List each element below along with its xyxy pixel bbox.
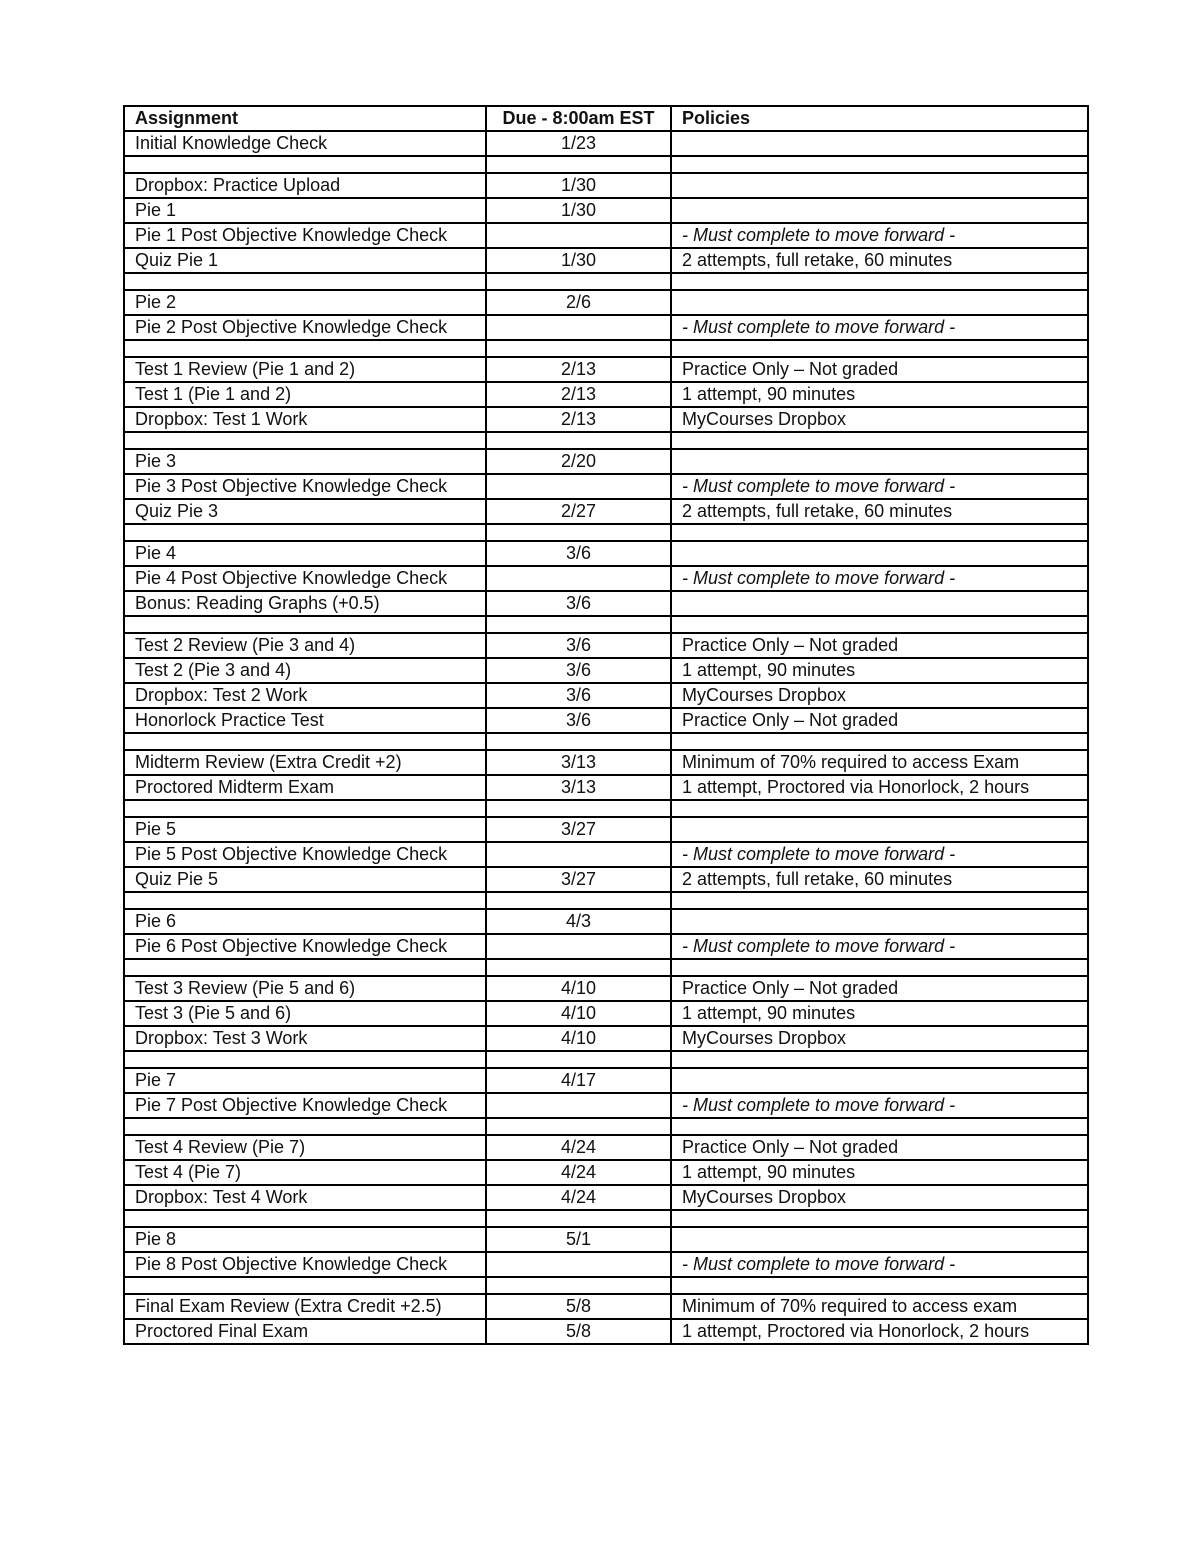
- assignment-cell: Dropbox: Test 2 Work: [124, 683, 486, 708]
- spacer-row: [124, 340, 1088, 357]
- assignment-cell: Honorlock Practice Test: [124, 708, 486, 733]
- table-row: [124, 474, 1088, 499]
- table-row: [124, 976, 1088, 1001]
- empty-cell: [486, 800, 671, 817]
- empty-cell: [124, 892, 486, 909]
- empty-cell: [671, 524, 1088, 541]
- assignment-cell: Pie 1: [124, 198, 486, 223]
- table-row: [124, 867, 1088, 892]
- due-date-cell: 5/1: [486, 1227, 671, 1252]
- due-date-cell: 4/10: [486, 976, 671, 1001]
- empty-cell: [671, 432, 1088, 449]
- table-row: [124, 248, 1088, 273]
- empty-cell: [124, 432, 486, 449]
- assignment-cell: Pie 2: [124, 290, 486, 315]
- spacer-row: [124, 892, 1088, 909]
- due-date-cell: [486, 1093, 671, 1118]
- policy-cell: [671, 290, 1088, 315]
- empty-cell: [124, 340, 486, 357]
- assignment-cell: Dropbox: Test 1 Work: [124, 407, 486, 432]
- policy-cell: Practice Only – Not graded: [671, 633, 1088, 658]
- due-date-cell: 5/8: [486, 1319, 671, 1344]
- due-date-cell: [486, 474, 671, 499]
- policy-cell: [671, 1068, 1088, 1093]
- policy-cell: [671, 198, 1088, 223]
- empty-cell: [124, 616, 486, 633]
- due-date-cell: 3/13: [486, 775, 671, 800]
- spacer-row: [124, 800, 1088, 817]
- table-row: [124, 775, 1088, 800]
- table-row: [124, 1252, 1088, 1277]
- due-date-cell: 4/3: [486, 909, 671, 934]
- spacer-row: [124, 1210, 1088, 1227]
- due-date-cell: 5/8: [486, 1294, 671, 1319]
- assignment-cell: Midterm Review (Extra Credit +2): [124, 750, 486, 775]
- empty-cell: [671, 1051, 1088, 1068]
- spacer-row: [124, 1118, 1088, 1135]
- empty-cell: [486, 1210, 671, 1227]
- due-date-cell: 4/24: [486, 1185, 671, 1210]
- due-date-cell: 4/10: [486, 1001, 671, 1026]
- empty-cell: [486, 892, 671, 909]
- policy-cell: 2 attempts, full retake, 60 minutes: [671, 867, 1088, 892]
- assignment-cell: Final Exam Review (Extra Credit +2.5): [124, 1294, 486, 1319]
- spacer-row: [124, 432, 1088, 449]
- empty-cell: [671, 892, 1088, 909]
- assignment-cell: Pie 8: [124, 1227, 486, 1252]
- due-date-cell: 2/13: [486, 407, 671, 432]
- spacer-row: [124, 959, 1088, 976]
- table-row: [124, 223, 1088, 248]
- due-date-cell: 1/30: [486, 198, 671, 223]
- due-date-cell: 4/17: [486, 1068, 671, 1093]
- table-row: [124, 909, 1088, 934]
- empty-cell: [671, 1210, 1088, 1227]
- table-row: [124, 357, 1088, 382]
- policy-cell: - Must complete to move forward -: [671, 566, 1088, 591]
- policy-cell: 1 attempt, 90 minutes: [671, 658, 1088, 683]
- empty-cell: [671, 273, 1088, 290]
- due-date-cell: 3/27: [486, 867, 671, 892]
- empty-cell: [671, 1277, 1088, 1294]
- assignment-cell: Dropbox: Practice Upload: [124, 173, 486, 198]
- table-row: [124, 750, 1088, 775]
- policy-cell: [671, 817, 1088, 842]
- policy-cell: 1 attempt, 90 minutes: [671, 382, 1088, 407]
- empty-cell: [124, 156, 486, 173]
- table-row: [124, 658, 1088, 683]
- assignment-cell: Pie 5 Post Objective Knowledge Check: [124, 842, 486, 867]
- empty-cell: [124, 733, 486, 750]
- due-date-cell: 2/27: [486, 499, 671, 524]
- empty-cell: [124, 1210, 486, 1227]
- empty-cell: [124, 959, 486, 976]
- spacer-row: [124, 524, 1088, 541]
- due-date-cell: 3/6: [486, 658, 671, 683]
- assignment-cell: Proctored Midterm Exam: [124, 775, 486, 800]
- due-date-cell: [486, 934, 671, 959]
- assignment-cell: Pie 6 Post Objective Knowledge Check: [124, 934, 486, 959]
- table-row: [124, 1093, 1088, 1118]
- assignment-cell: Pie 2 Post Objective Knowledge Check: [124, 315, 486, 340]
- empty-cell: [486, 273, 671, 290]
- policy-cell: - Must complete to move forward -: [671, 934, 1088, 959]
- empty-cell: [671, 156, 1088, 173]
- policy-cell: [671, 131, 1088, 156]
- policy-cell: Minimum of 70% required to access Exam: [671, 750, 1088, 775]
- empty-cell: [671, 616, 1088, 633]
- empty-cell: [486, 959, 671, 976]
- assignment-cell: Test 2 (Pie 3 and 4): [124, 658, 486, 683]
- policy-cell: [671, 909, 1088, 934]
- table-row: [124, 173, 1088, 198]
- empty-cell: [486, 156, 671, 173]
- assignment-cell: Pie 6: [124, 909, 486, 934]
- assignment-schedule-table: [123, 105, 1089, 1345]
- policy-cell: 2 attempts, full retake, 60 minutes: [671, 248, 1088, 273]
- policy-cell: Practice Only – Not graded: [671, 708, 1088, 733]
- table-row: [124, 1068, 1088, 1093]
- policy-cell: - Must complete to move forward -: [671, 474, 1088, 499]
- due-date-cell: 3/6: [486, 591, 671, 616]
- spacer-row: [124, 1051, 1088, 1068]
- table-row: [124, 1001, 1088, 1026]
- due-date-cell: 3/6: [486, 633, 671, 658]
- empty-cell: [124, 524, 486, 541]
- table-row: [124, 708, 1088, 733]
- assignment-cell: Test 2 Review (Pie 3 and 4): [124, 633, 486, 658]
- table-row: [124, 1160, 1088, 1185]
- policy-cell: Practice Only – Not graded: [671, 976, 1088, 1001]
- policy-cell: MyCourses Dropbox: [671, 683, 1088, 708]
- table-row: [124, 1026, 1088, 1051]
- due-date-cell: 3/27: [486, 817, 671, 842]
- empty-cell: [671, 959, 1088, 976]
- assignment-column-header: Assignment: [124, 106, 486, 131]
- due-date-cell: 4/10: [486, 1026, 671, 1051]
- assignment-cell: Test 1 Review (Pie 1 and 2): [124, 357, 486, 382]
- due-date-cell: 1/30: [486, 173, 671, 198]
- policy-cell: - Must complete to move forward -: [671, 1093, 1088, 1118]
- empty-cell: [671, 340, 1088, 357]
- table-row: [124, 1185, 1088, 1210]
- due-date-cell: [486, 566, 671, 591]
- table-row: [124, 407, 1088, 432]
- policy-cell: 1 attempt, Proctored via Honorlock, 2 hours: [671, 1319, 1088, 1344]
- schedule-document: [123, 105, 1087, 1345]
- policy-cell: 1 attempt, 90 minutes: [671, 1160, 1088, 1185]
- due-date-cell: [486, 223, 671, 248]
- spacer-row: [124, 273, 1088, 290]
- due-date-cell: 3/6: [486, 708, 671, 733]
- table-row: [124, 499, 1088, 524]
- due-date-cell: 3/13: [486, 750, 671, 775]
- table-row: [124, 591, 1088, 616]
- empty-cell: [671, 1118, 1088, 1135]
- policy-cell: [671, 449, 1088, 474]
- empty-cell: [486, 432, 671, 449]
- due-date-cell: 1/23: [486, 131, 671, 156]
- table-row: [124, 817, 1088, 842]
- policy-cell: 1 attempt, Proctored via Honorlock, 2 hours: [671, 775, 1088, 800]
- empty-cell: [671, 800, 1088, 817]
- assignment-cell: Dropbox: Test 4 Work: [124, 1185, 486, 1210]
- table-row: [124, 1294, 1088, 1319]
- policy-cell: [671, 173, 1088, 198]
- header-row: [124, 106, 1088, 131]
- due-date-cell: [486, 1252, 671, 1277]
- table-row: [124, 1227, 1088, 1252]
- policy-cell: MyCourses Dropbox: [671, 1185, 1088, 1210]
- assignment-cell: Pie 4: [124, 541, 486, 566]
- table-row: [124, 683, 1088, 708]
- assignment-cell: Test 3 (Pie 5 and 6): [124, 1001, 486, 1026]
- assignment-cell: Pie 5: [124, 817, 486, 842]
- due-date-cell: 1/30: [486, 248, 671, 273]
- assignment-cell: Pie 7 Post Objective Knowledge Check: [124, 1093, 486, 1118]
- assignment-cell: Pie 3: [124, 449, 486, 474]
- table-row: [124, 1319, 1088, 1344]
- empty-cell: [124, 800, 486, 817]
- empty-cell: [124, 1118, 486, 1135]
- assignment-cell: Quiz Pie 1: [124, 248, 486, 273]
- due-date-cell: 2/6: [486, 290, 671, 315]
- table-row: [124, 198, 1088, 223]
- table-row: [124, 315, 1088, 340]
- policy-cell: Minimum of 70% required to access exam: [671, 1294, 1088, 1319]
- due-column-header: Due - 8:00am EST: [486, 106, 671, 131]
- assignment-cell: Pie 3 Post Objective Knowledge Check: [124, 474, 486, 499]
- due-date-cell: 4/24: [486, 1135, 671, 1160]
- assignment-cell: Initial Knowledge Check: [124, 131, 486, 156]
- table-row: [124, 382, 1088, 407]
- table-row: [124, 541, 1088, 566]
- empty-cell: [486, 1277, 671, 1294]
- spacer-row: [124, 616, 1088, 633]
- due-date-cell: 2/13: [486, 382, 671, 407]
- due-date-cell: 2/13: [486, 357, 671, 382]
- assignment-cell: Test 4 Review (Pie 7): [124, 1135, 486, 1160]
- policy-cell: - Must complete to move forward -: [671, 842, 1088, 867]
- assignment-cell: Pie 7: [124, 1068, 486, 1093]
- table-row: [124, 842, 1088, 867]
- empty-cell: [486, 524, 671, 541]
- assignment-cell: Pie 1 Post Objective Knowledge Check: [124, 223, 486, 248]
- policy-cell: - Must complete to move forward -: [671, 223, 1088, 248]
- assignment-cell: Bonus: Reading Graphs (+0.5): [124, 591, 486, 616]
- table-row: [124, 290, 1088, 315]
- assignment-cell: Test 4 (Pie 7): [124, 1160, 486, 1185]
- policies-column-header: Policies: [671, 106, 1088, 131]
- table-row: [124, 934, 1088, 959]
- policy-cell: Practice Only – Not graded: [671, 357, 1088, 382]
- due-date-cell: 2/20: [486, 449, 671, 474]
- empty-cell: [486, 1051, 671, 1068]
- policy-cell: [671, 591, 1088, 616]
- policy-cell: Practice Only – Not graded: [671, 1135, 1088, 1160]
- due-date-cell: 4/24: [486, 1160, 671, 1185]
- empty-cell: [124, 273, 486, 290]
- policy-cell: MyCourses Dropbox: [671, 407, 1088, 432]
- due-date-cell: [486, 842, 671, 867]
- assignment-cell: Test 3 Review (Pie 5 and 6): [124, 976, 486, 1001]
- policy-cell: - Must complete to move forward -: [671, 1252, 1088, 1277]
- empty-cell: [124, 1051, 486, 1068]
- empty-cell: [124, 1277, 486, 1294]
- policy-cell: [671, 541, 1088, 566]
- assignment-cell: Pie 8 Post Objective Knowledge Check: [124, 1252, 486, 1277]
- due-date-cell: 3/6: [486, 683, 671, 708]
- policy-cell: [671, 1227, 1088, 1252]
- spacer-row: [124, 156, 1088, 173]
- due-date-cell: 3/6: [486, 541, 671, 566]
- policy-cell: 2 attempts, full retake, 60 minutes: [671, 499, 1088, 524]
- assignment-cell: Quiz Pie 5: [124, 867, 486, 892]
- table-row: [124, 131, 1088, 156]
- spacer-row: [124, 1277, 1088, 1294]
- table-row: [124, 633, 1088, 658]
- assignment-cell: Quiz Pie 3: [124, 499, 486, 524]
- policy-cell: MyCourses Dropbox: [671, 1026, 1088, 1051]
- assignment-cell: Proctored Final Exam: [124, 1319, 486, 1344]
- assignment-cell: Dropbox: Test 3 Work: [124, 1026, 486, 1051]
- table-body: [124, 131, 1088, 1344]
- empty-cell: [486, 340, 671, 357]
- assignment-cell: Pie 4 Post Objective Knowledge Check: [124, 566, 486, 591]
- table-row: [124, 1135, 1088, 1160]
- empty-cell: [671, 733, 1088, 750]
- empty-cell: [486, 1118, 671, 1135]
- due-date-cell: [486, 315, 671, 340]
- table-row: [124, 449, 1088, 474]
- spacer-row: [124, 733, 1088, 750]
- policy-cell: - Must complete to move forward -: [671, 315, 1088, 340]
- empty-cell: [486, 616, 671, 633]
- empty-cell: [486, 733, 671, 750]
- assignment-cell: Test 1 (Pie 1 and 2): [124, 382, 486, 407]
- policy-cell: 1 attempt, 90 minutes: [671, 1001, 1088, 1026]
- table-row: [124, 566, 1088, 591]
